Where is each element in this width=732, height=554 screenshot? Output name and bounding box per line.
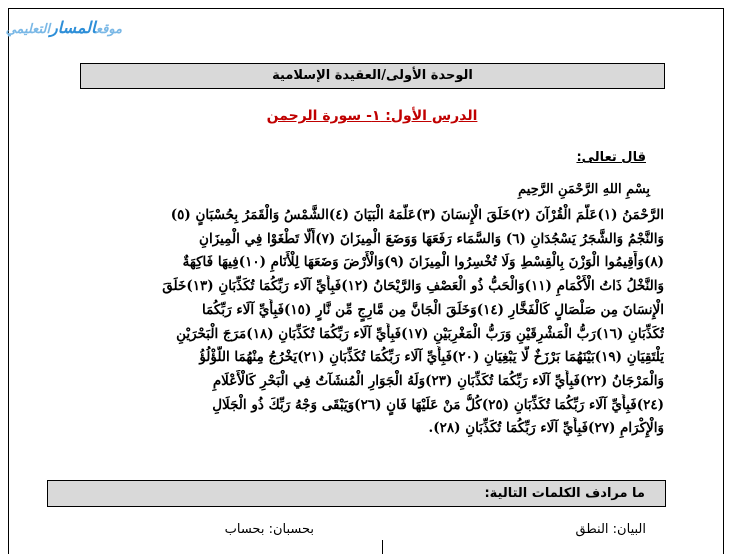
- synonym-item: بحسبان: بحساب: [224, 522, 314, 537]
- verse-line: تُكَذِّبَانِ (١٦)رَبُّ الْمَشْرِقَيْنِ وَرَبُّ الْمَغْرِبَيْنِ (١٧)فَبِأَيِّ آلَاء رَبِّكُمَا تُكَذِّبَانِ (١٨)مَرَجَ الْبَحْرَيْنِ: [176, 325, 664, 342]
- verse-line: وَالنَّجْمُ وَالشَّجَرُ يَسْجُدَانِ (٦) وَالسَّمَاء رَفَعَهَا وَوَضَعَ الْمِيزَانَ (٧)أَلَّا تَطْغَوْا فِي الْمِيزَانِ: [199, 230, 664, 247]
- verse-line: الرَّحْمَنُ (١)عَلَّمَ الْقُرْآنَ (٢)خَلَقَ الْإِنسَانَ (٣)عَلَّمَهُ الْبَيَانَ (٤)الشَّمْسُ وَالْقَمَرُ بِحُسْبَانٍ (٥): [170, 207, 664, 223]
- verse-line: الْإِنسَانَ مِن صَلْصَالٍ كَالْفَخَّارِ (١٤)وَخَلَقَ الْجَانَّ مِن مَّارِجٍ مِّن نَّارٍ (١٥)فَبِأَيِّ آلَاء رَبِّكُمَا: [201, 301, 664, 318]
- logo-part-1: موقع: [95, 22, 122, 37]
- logo-part-3: التعليمي: [5, 22, 50, 37]
- unit-title-bar: [80, 63, 665, 89]
- synonyms-title: ما مرادف الكلمات التالية:: [484, 486, 645, 501]
- unit-title: الوحدة الأولى/العقيدة الإسلامية: [272, 68, 473, 83]
- synonym-item: البيان: النطق: [575, 522, 646, 537]
- basmala: بِسْمِ اللهِ الرَّحْمَنِ الرَّحِيمِ: [518, 182, 650, 197]
- verse-line: (٢٤)فَبِأَيِّ آلَاء رَبِّكُمَا تُكَذِّبَانِ (٢٥)كُلُّ مَنْ عَلَيْهَا فَانٍ (٢٦)وَيَبْقَى وَجْهُ رَبِّكَ ذُو الْجَلَالِ: [212, 396, 664, 413]
- verse-line: (٨)وَأَقِيمُوا الْوَزْنَ بِالْقِسْطِ وَلَا تُخْسِرُوا الْمِيزَانَ (٩)وَالْأَرْضَ وَضَعَهَا لِلْأَنَامِ (١٠)فِيهَا فَاكِهَةٌ: [182, 254, 664, 271]
- verse-line: وَالْإِكْرَامِ (٢٧)فَبِأَيِّ آلَاء رَبِّكُمَا تُكَذِّبَانِ (٢٨).: [428, 420, 664, 437]
- verse-line: وَالْمَرْجَانُ (٢٢)فَبِأَيِّ آلَاء رَبِّكُمَا تُكَذِّبَانِ (٢٣)وَلَهُ الْجَوَارِ الْمُنشَآتُ فِي الْبَحْرِ كَالْأَعْلَامِ: [212, 372, 664, 389]
- synonyms-title-bar: [47, 480, 666, 507]
- intro-text: قال تعالى:: [576, 150, 646, 165]
- lesson-title: [180, 108, 564, 130]
- table-divider: [382, 540, 383, 554]
- page-border-top: [8, 8, 724, 9]
- lesson-title-text: الدرس الأول: ١- سورة الرحمن: [266, 108, 478, 124]
- page-border-left: [8, 8, 9, 554]
- verse-line: وَالنَّخْلُ ذَاتُ الْأَكْمَامِ (١١)وَالْحَبُّ ذُو الْعَصْفِ وَالرَّيْحَانُ (١٢)فَبِأَيِّ آلَاء رَبِّكُمَا تُكَذِّبَانِ (١٣)خَلَقَ: [162, 278, 664, 295]
- page-border-right: [723, 8, 724, 554]
- logo-part-2: المسار: [49, 18, 96, 37]
- verse-line: يَلْتَقِيَانِ (١٩)بَيْنَهُمَا بَرْزَخٌ لَّا يَبْغِيَانِ (٢٠)فَبِأَيِّ آلَاء رَبِّكُمَا تُكَذِّبَانِ (٢١)يَخْرُجُ مِنْهُمَا اللُّؤْلُؤُ: [199, 349, 664, 366]
- verses-block: [80, 204, 664, 441]
- site-logo: [5, 16, 122, 40]
